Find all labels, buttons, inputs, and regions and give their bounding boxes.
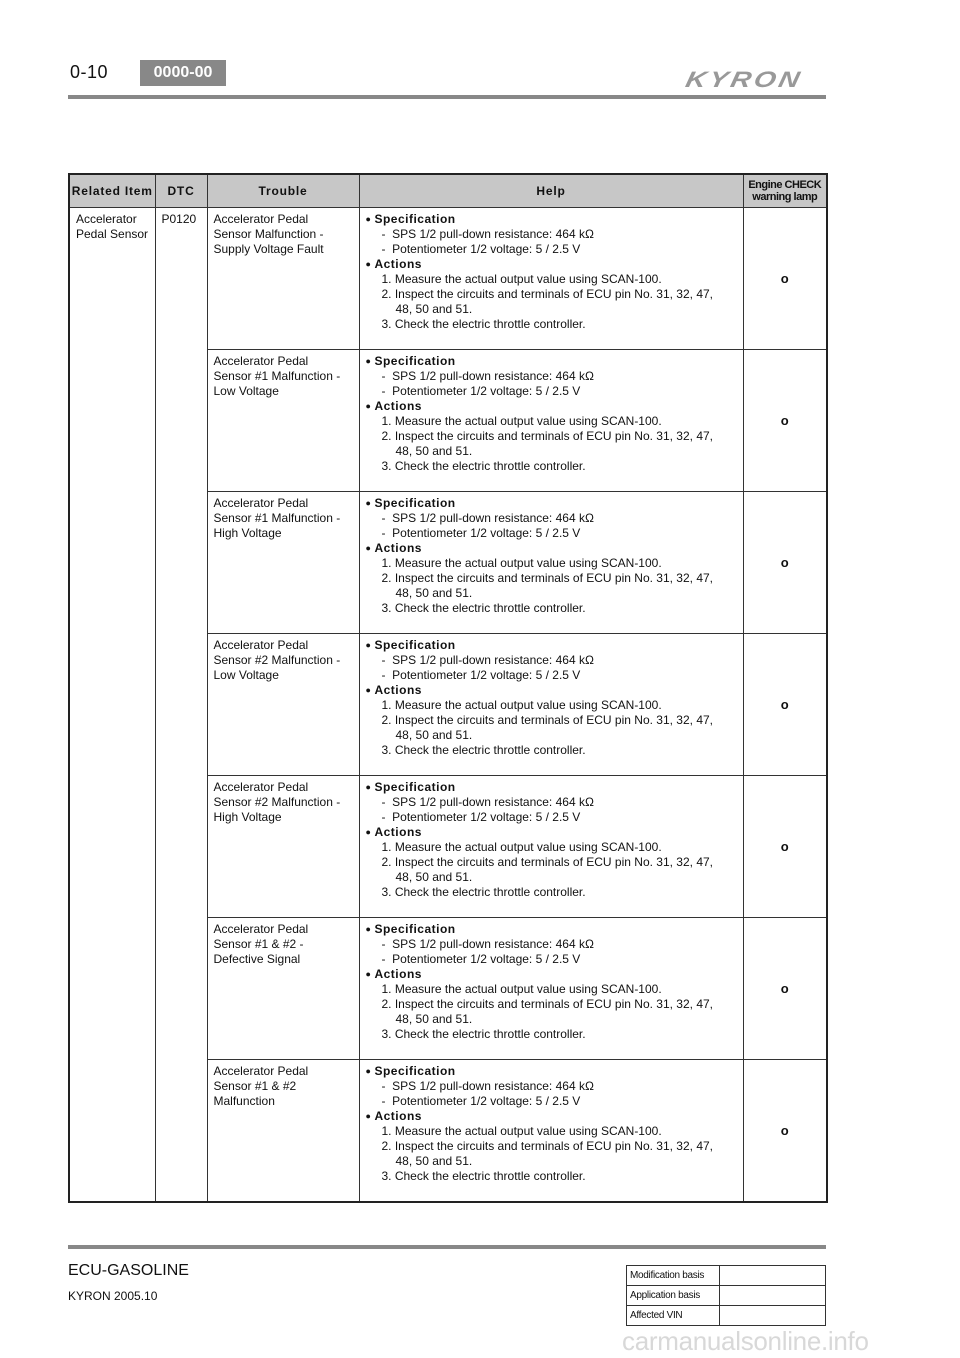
trouble-line: Sensor #1 Malfunction - [213, 511, 341, 525]
trouble-cell [207, 1060, 359, 1202]
bullet-icon: ● [365, 356, 372, 366]
action-step-2: 2. Inspect the circuits and terminals of ECU pin No. 31, 32, 47, [381, 287, 713, 301]
actions-title: Actions [374, 257, 422, 271]
action-step-3: 3. Check the electric throttle controller. [381, 1027, 586, 1041]
actions-heading [366, 967, 737, 982]
action-step-3: 3. Check the electric throttle controller. [381, 1169, 586, 1183]
spec-title: Specification [374, 922, 456, 936]
actions-title: Actions [374, 967, 422, 981]
spec-title: Specification [374, 496, 456, 510]
trouble-cell [207, 918, 359, 1060]
bullet-icon: ● [365, 924, 372, 934]
bullet-icon: ● [365, 685, 372, 695]
spec-line: - SPS 1/2 pull-down resistance: 464 kΩ [381, 369, 594, 383]
bullet-icon: ● [365, 827, 372, 837]
trouble-line: Sensor Malfunction - [213, 227, 324, 241]
spec-title: Specification [374, 354, 456, 368]
dtc-cell [155, 208, 207, 1202]
bullet-icon: ● [365, 498, 372, 508]
spec-resistance: SPS 1/2 pull-down resistance: 464 kΩ [392, 937, 594, 951]
action-step-3: 3. Check the electric throttle controller. [381, 601, 586, 615]
footer-divider [68, 1245, 826, 1249]
spec-heading [366, 780, 737, 795]
lamp-cell [743, 208, 827, 350]
bullet-icon: ● [365, 401, 372, 411]
action-step-2-cont: 48, 50 and 51. [395, 444, 473, 458]
footer-subtitle: KYRON 2005.10 [68, 1289, 158, 1303]
trouble-cell [207, 350, 359, 492]
help-cell [359, 634, 743, 776]
lamp-indicator: o [780, 839, 789, 854]
spec-voltage: Potentiometer 1/2 voltage: 5 / 2.5 V [392, 526, 581, 540]
spec-resistance: SPS 1/2 pull-down resistance: 464 kΩ [392, 1079, 594, 1093]
dtc-code: P0120 [161, 212, 197, 226]
spec-line: - SPS 1/2 pull-down resistance: 464 kΩ [381, 795, 594, 809]
action-step-2-cont: 48, 50 and 51. [395, 302, 473, 316]
actions-heading [366, 541, 737, 556]
spec-line: - Potentiometer 1/2 voltage: 5 / 2.5 V [381, 384, 581, 398]
spec-voltage: Potentiometer 1/2 voltage: 5 / 2.5 V [392, 952, 581, 966]
trouble-line: Sensor #2 Malfunction - [213, 653, 341, 667]
col-help: Help [359, 174, 743, 208]
actions-title: Actions [374, 825, 422, 839]
modification-basis-value [720, 1266, 826, 1286]
lamp-indicator: o [780, 271, 789, 286]
spec-resistance: SPS 1/2 pull-down resistance: 464 kΩ [392, 795, 594, 809]
trouble-cell [207, 634, 359, 776]
spec-voltage: Potentiometer 1/2 voltage: 5 / 2.5 V [392, 668, 581, 682]
page-number: 0-10 [70, 62, 109, 82]
spec-line: - Potentiometer 1/2 voltage: 5 / 2.5 V [381, 526, 581, 540]
help-cell [359, 1060, 743, 1202]
help-cell [359, 918, 743, 1060]
table-header-row [69, 174, 827, 208]
col-trouble: Trouble [207, 174, 359, 208]
lamp-cell [743, 776, 827, 918]
trouble-line: Sensor #1 & #2 [213, 1079, 297, 1093]
col-dtc: DTC [155, 174, 207, 208]
trouble-line: Sensor #1 Malfunction - [213, 369, 341, 383]
spec-line: - Potentiometer 1/2 voltage: 5 / 2.5 V [381, 952, 581, 966]
spec-resistance: SPS 1/2 pull-down resistance: 464 kΩ [392, 653, 594, 667]
action-step-2-cont: 48, 50 and 51. [395, 1154, 473, 1168]
action-step-1: 1. Measure the actual output value using SCAN-100. [381, 982, 662, 996]
action-step-1: 1. Measure the actual output value using SCAN-100. [381, 698, 662, 712]
action-step-1: 1. Measure the actual output value using SCAN-100. [381, 272, 662, 286]
spec-line: - SPS 1/2 pull-down resistance: 464 kΩ [381, 511, 594, 525]
dtc-table [68, 173, 828, 1203]
trouble-line: Defective Signal [213, 952, 301, 966]
footer-title: ECU-GASOLINE [68, 1262, 189, 1279]
bullet-icon: ● [365, 1066, 372, 1076]
spec-line: - Potentiometer 1/2 voltage: 5 / 2.5 V [381, 668, 581, 682]
trouble-line: Accelerator Pedal [213, 496, 309, 510]
spec-voltage: Potentiometer 1/2 voltage: 5 / 2.5 V [392, 810, 581, 824]
trouble-line: Supply Voltage Fault [213, 242, 324, 256]
action-step-2-cont: 48, 50 and 51. [395, 1012, 473, 1026]
trouble-line: Accelerator Pedal [213, 212, 309, 226]
application-basis-label: Application basis [627, 1286, 720, 1306]
affected-vin-value [720, 1306, 826, 1326]
lamp-cell [743, 918, 827, 1060]
spec-line: - Potentiometer 1/2 voltage: 5 / 2.5 V [381, 810, 581, 824]
actions-title: Actions [374, 399, 422, 413]
trouble-cell [207, 776, 359, 918]
spec-voltage: Potentiometer 1/2 voltage: 5 / 2.5 V [392, 384, 581, 398]
action-step-2: 2. Inspect the circuits and terminals of ECU pin No. 31, 32, 47, [381, 855, 713, 869]
trouble-line: Malfunction [213, 1094, 275, 1108]
action-step-1: 1. Measure the actual output value using SCAN-100. [381, 840, 662, 854]
actions-heading [366, 399, 737, 414]
trouble-line: Low Voltage [213, 384, 279, 398]
help-cell [359, 776, 743, 918]
bullet-icon: ● [365, 782, 372, 792]
action-step-2: 2. Inspect the circuits and terminals of ECU pin No. 31, 32, 47, [381, 997, 713, 1011]
help-cell [359, 350, 743, 492]
spec-line: - SPS 1/2 pull-down resistance: 464 kΩ [381, 937, 594, 951]
lamp-indicator: o [780, 413, 789, 428]
lamp-indicator: o [780, 1122, 789, 1138]
modification-basis-label: Modification basis [627, 1266, 720, 1286]
trouble-line: High Voltage [213, 526, 282, 540]
trouble-line: Accelerator Pedal [213, 1064, 309, 1078]
spec-heading [366, 354, 737, 369]
bullet-icon: ● [365, 214, 372, 224]
actions-heading [366, 683, 737, 698]
bullet-icon: ● [365, 259, 372, 269]
spec-heading [366, 212, 737, 227]
action-step-3: 3. Check the electric throttle controller. [381, 885, 586, 899]
action-step-2: 2. Inspect the circuits and terminals of ECU pin No. 31, 32, 47, [381, 1139, 713, 1153]
action-step-2-cont: 48, 50 and 51. [395, 586, 473, 600]
spec-title: Specification [374, 638, 456, 652]
help-cell [359, 492, 743, 634]
application-row [627, 1286, 826, 1306]
action-step-1: 1. Measure the actual output value using SCAN-100. [381, 414, 662, 428]
action-step-3: 3. Check the electric throttle controller. [381, 317, 586, 331]
trouble-line: High Voltage [213, 810, 282, 824]
spec-voltage: Potentiometer 1/2 voltage: 5 / 2.5 V [392, 1094, 581, 1108]
affected-vin-label: Affected VIN [627, 1306, 720, 1326]
table-row [69, 208, 827, 350]
action-step-2: 2. Inspect the circuits and terminals of ECU pin No. 31, 32, 47, [381, 571, 713, 585]
help-cell [359, 208, 743, 350]
header-divider [68, 95, 826, 99]
action-step-2-cont: 48, 50 and 51. [395, 728, 473, 742]
trouble-line: Accelerator Pedal [213, 638, 309, 652]
actions-title: Actions [374, 1109, 422, 1123]
bullet-icon: ● [365, 543, 372, 553]
actions-heading [366, 257, 737, 272]
spec-resistance: SPS 1/2 pull-down resistance: 464 kΩ [392, 369, 594, 383]
spec-line: - SPS 1/2 pull-down resistance: 464 kΩ [381, 227, 594, 241]
action-step-2-cont: 48, 50 and 51. [395, 870, 473, 884]
spec-title: Specification [374, 212, 456, 226]
watermark: carmanualsonline.info [622, 1326, 869, 1356]
actions-heading [366, 825, 737, 840]
action-step-3: 3. Check the electric throttle controller. [381, 459, 586, 473]
application-basis-value [720, 1286, 826, 1306]
col-related-item: Related Item [69, 174, 155, 208]
modification-table [626, 1265, 826, 1326]
actions-heading [366, 1109, 737, 1124]
lamp-cell [743, 634, 827, 776]
trouble-cell [207, 208, 359, 350]
trouble-cell [207, 492, 359, 634]
trouble-line: Accelerator Pedal [213, 354, 309, 368]
related-item-text: Accelerator Pedal Sensor [76, 212, 149, 241]
spec-heading [366, 922, 737, 937]
action-step-1: 1. Measure the actual output value using SCAN-100. [381, 556, 662, 570]
trouble-line: Accelerator Pedal [213, 922, 309, 936]
spec-line: - Potentiometer 1/2 voltage: 5 / 2.5 V [381, 1094, 581, 1108]
lamp-indicator: o [780, 981, 789, 996]
spec-resistance: SPS 1/2 pull-down resistance: 464 kΩ [392, 511, 594, 525]
lamp-indicator: o [780, 697, 789, 712]
lamp-indicator: o [780, 555, 789, 570]
spec-line: - SPS 1/2 pull-down resistance: 464 kΩ [381, 1079, 594, 1093]
lamp-cell [743, 492, 827, 634]
bullet-icon: ● [365, 969, 372, 979]
spec-heading [366, 496, 737, 511]
actions-title: Actions [374, 541, 422, 555]
spec-voltage: Potentiometer 1/2 voltage: 5 / 2.5 V [392, 242, 581, 256]
actions-title: Actions [374, 683, 422, 697]
col-engine-check-lamp: Engine CHECK warning lamp [743, 174, 827, 208]
spec-heading [366, 638, 737, 653]
action-step-2: 2. Inspect the circuits and terminals of ECU pin No. 31, 32, 47, [381, 713, 713, 727]
action-step-3: 3. Check the electric throttle controller. [381, 743, 586, 757]
spec-title: Specification [374, 1064, 456, 1078]
action-step-1: 1. Measure the actual output value using SCAN-100. [381, 1124, 662, 1138]
spec-title: Specification [374, 780, 456, 794]
bullet-icon: ● [365, 1111, 372, 1121]
lamp-cell [743, 1060, 827, 1202]
trouble-line: Accelerator Pedal [213, 780, 309, 794]
related-item-cell [69, 208, 155, 1202]
lamp-cell [743, 350, 827, 492]
trouble-line: Low Voltage [213, 668, 279, 682]
affected-vin-row [627, 1306, 826, 1326]
bullet-icon: ● [365, 640, 372, 650]
action-step-2: 2. Inspect the circuits and terminals of ECU pin No. 31, 32, 47, [381, 429, 713, 443]
modification-row [627, 1266, 826, 1286]
section-code-badge: 0000-00 [140, 60, 226, 86]
kyron-logo: KYRON [683, 67, 805, 92]
trouble-line: Sensor #2 Malfunction - [213, 795, 341, 809]
spec-line: - Potentiometer 1/2 voltage: 5 / 2.5 V [381, 242, 581, 256]
trouble-line: Sensor #1 & #2 - [213, 937, 304, 951]
spec-line: - SPS 1/2 pull-down resistance: 464 kΩ [381, 653, 594, 667]
spec-heading [366, 1064, 737, 1079]
spec-resistance: SPS 1/2 pull-down resistance: 464 kΩ [392, 227, 594, 241]
